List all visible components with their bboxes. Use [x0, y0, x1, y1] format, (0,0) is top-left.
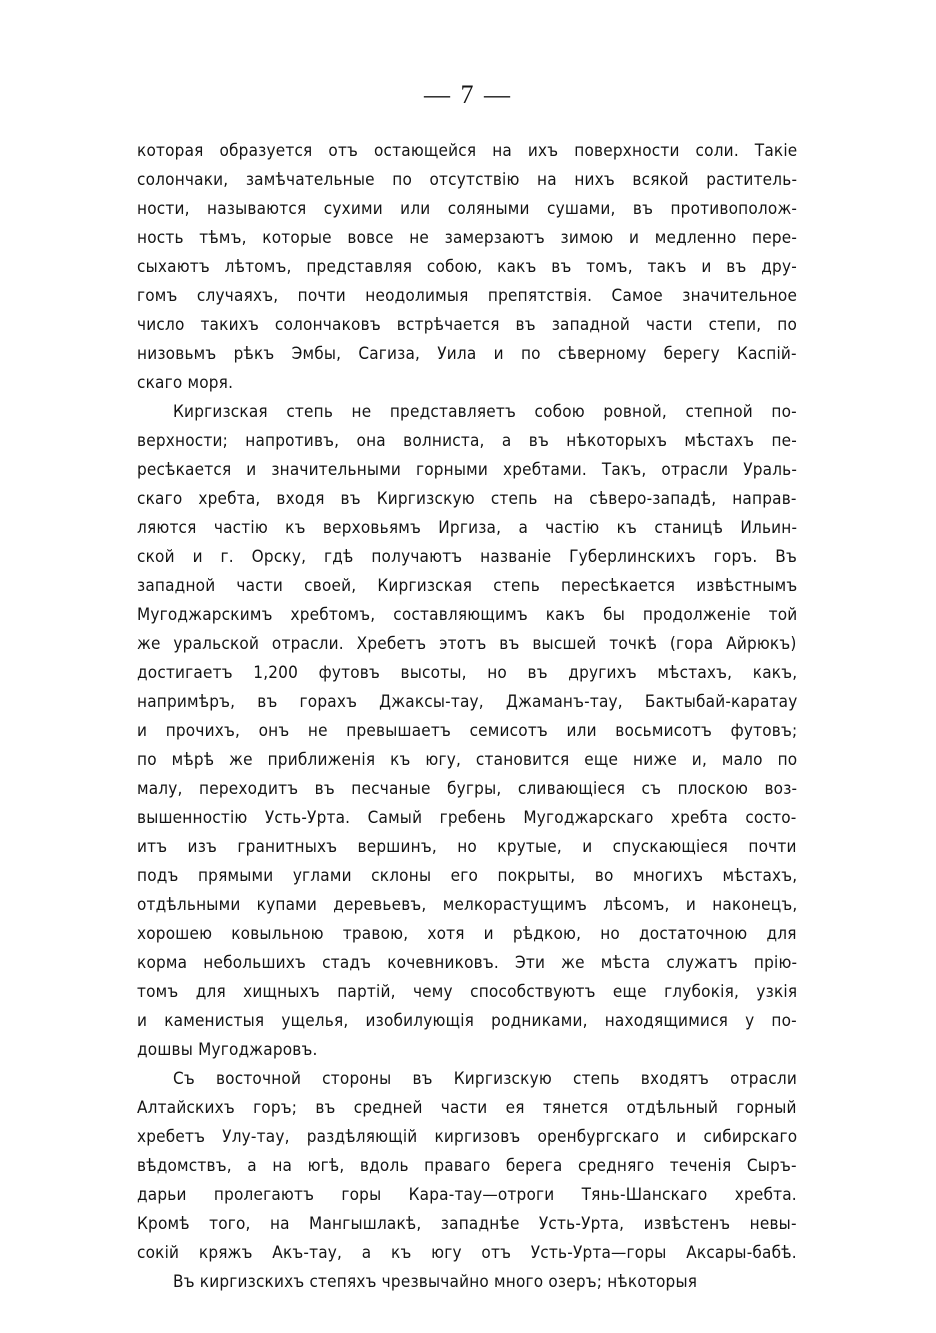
text-line: Алтайскихъ горъ; въ средней части ея тянется отдѣльный горный	[137, 1098, 797, 1118]
text-line: которая образуется отъ остающейся на ихъ поверхности соли. Такіе	[137, 141, 798, 161]
text-line: хорошею ковыльною травою, хотя и рѣдкою, но достаточною для	[137, 924, 797, 944]
text-line: томъ для хищныхъ партій, чему способствуютъ еще глубокія, узкія	[137, 982, 798, 1002]
text-line: напримѣръ, въ горахъ Джаксы-тау, Джаманъ-тау, Бактыбай-каратау	[137, 692, 798, 712]
text-line: скаго хребта, входя въ Киргизскую степь на сѣверо-западѣ, направ-	[137, 489, 797, 509]
text-line: ность тѣмъ, которые вовсе не замерзаютъ зимою и медленно пере-	[137, 228, 798, 248]
text-line: Съ восточной стороны въ Киргизскую степь входятъ отрасли	[173, 1069, 797, 1089]
text-line: итъ изъ гранитныхъ вершинъ, но крутые, и спускающіеся почти	[137, 837, 797, 857]
text-line: отдѣльными купами деревьевъ, мелкорастущимъ лѣсомъ, и наконецъ,	[137, 895, 798, 915]
text-line: Кромѣ того, на Мангышлакѣ, западнѣе Усть-Урта, извѣстенъ невы-	[137, 1214, 797, 1234]
text-line: корма небольшихъ стадъ кочевниковъ. Эти же мѣста служатъ прію-	[137, 953, 798, 973]
text-line: Мугоджарскимъ хребтомъ, составляющимъ какъ бы продолженіе той	[137, 605, 798, 625]
text-line: западной части своей, Киргизская степь пересѣкается извѣстнымъ	[137, 576, 798, 596]
text-line: число такихъ солончаковъ встрѣчается въ западной части степи, по	[137, 315, 798, 335]
text-line: низовьмъ рѣкъ Эмбы, Сагиза, Уила и по сѣверному берегу Каспій-	[137, 344, 797, 364]
text-line: солончаки, замѣчательные по отсутствію на нихъ всякой раститель-	[137, 170, 798, 190]
text-line: же уральской отрасли. Хребетъ этотъ въ высшей точкѣ (гора Айрюкъ)	[137, 634, 797, 654]
text-line: сокій кряжъ Акъ-тау, а къ югу отъ Усть-Урта—горы Аксары-бабѣ.	[137, 1243, 797, 1263]
text-line: Въ киргизскихъ степяхъ чрезвычайно много озеръ; нѣкоторыя	[173, 1272, 698, 1292]
text-line: достигаетъ 1,200 футовъ высоты, но въ другихъ мѣстахъ, какъ,	[137, 663, 798, 683]
text-line: хребетъ Улу-тау, раздѣляющій киргизовъ оренбургскаго и сибирскаго	[137, 1127, 798, 1147]
text-line: вышенностію Усть-Урта. Самый гребень Мугоджарскаго хребта состо-	[137, 808, 797, 828]
text-line: и прочихъ, онъ не превышаетъ семисотъ или восьмисотъ футовъ;	[137, 721, 798, 741]
text-line: ляются частію къ верховьямъ Иргиза, а частію къ станицѣ Ильин-	[137, 518, 798, 538]
text-line: и каменистыя ущелья, изобилующія родниками, находящимися у по-	[137, 1011, 797, 1031]
text-line: дошвы Мугоджаровъ.	[137, 1040, 318, 1060]
text-line: дарьи пролегаютъ горы Кара-тау—отроги Тянь-Шанскаго хребта.	[137, 1185, 797, 1205]
text-line: вѣдомствъ, а на югѣ, вдоль праваго берега средняго теченія Сыръ-	[137, 1156, 797, 1176]
text-line: скаго моря.	[137, 373, 234, 393]
text-line: ности, называются сухими или соляными сушами, въ противополож-	[137, 199, 798, 219]
text-line: сыхаютъ лѣтомъ, представляя собою, какъ въ томъ, такъ и въ дру-	[137, 257, 797, 277]
text-line: Киргизская степь не представляетъ собою ровной, степной по-	[173, 402, 797, 422]
text-line: ресѣкается и значительными горными хребтами. Такъ, отрасли Ураль-	[137, 460, 798, 480]
text-line: верхности; напротивъ, она волниста, а въ нѣкоторыхъ мѣстахъ пе-	[137, 431, 797, 451]
text-line: ской и г. Орску, гдѣ получаютъ названіе Губерлинскихъ горъ. Въ	[137, 547, 797, 567]
text-line: по мѣрѣ же приближенія къ югу, становится еще ниже и, мало по	[137, 750, 798, 770]
text-line: подъ прямыми углами склоны его покрыты, во многихъ мѣстахъ,	[137, 866, 798, 886]
text-line: гомъ случаяхъ, почти неодолимыя препятствія. Самое значительное	[137, 286, 798, 306]
page-number: — 7 —	[424, 80, 512, 109]
text-line: малу, переходитъ въ песчаные бугры, сливающіеся съ плоскою воз-	[137, 779, 798, 799]
